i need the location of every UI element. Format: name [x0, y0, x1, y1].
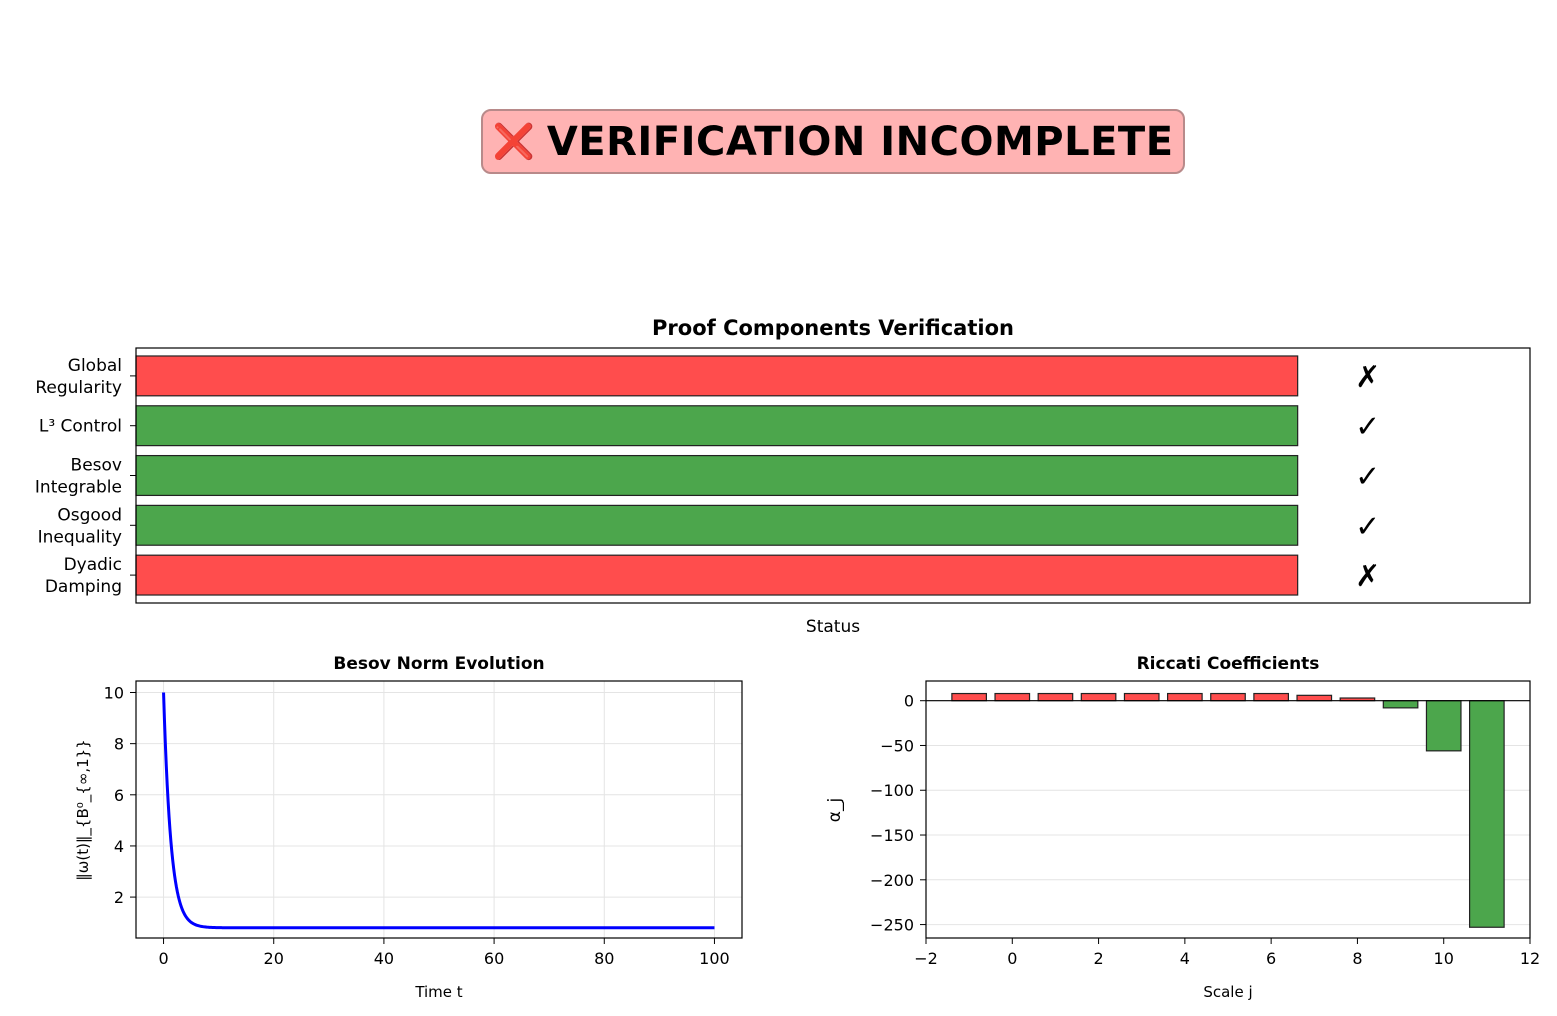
proof-category-label: Global — [67, 355, 122, 376]
besov-chart-ylabel: ‖ω(t)‖_{B⁰_{∞,1}} — [74, 739, 92, 881]
x-tick-label: 2 — [1093, 949, 1104, 968]
verification-status-text: VERIFICATION INCOMPLETE — [546, 118, 1174, 165]
y-tick-label: 10 — [103, 683, 124, 703]
y-tick-label: −200 — [870, 870, 914, 890]
riccati-chart-ylabel: α_j — [825, 797, 845, 823]
riccati-bar — [1254, 694, 1289, 701]
proof-category-label: Inequality — [37, 527, 122, 548]
besov-norm-chart — [74, 654, 742, 1001]
y-tick-label: 0 — [903, 691, 914, 711]
riccati-chart-title: Riccati Coefficients — [1136, 654, 1320, 674]
proof-category-label: L³ Control — [38, 416, 122, 437]
x-tick-label: 8 — [1352, 949, 1363, 968]
proof-bar — [136, 406, 1298, 446]
x-tick-label: 40 — [373, 949, 395, 968]
y-tick-label: −100 — [870, 781, 914, 801]
proof-category-label: Regularity — [35, 377, 122, 398]
proof-bar — [136, 555, 1298, 595]
cross-mark-icon: ✗ — [1355, 559, 1381, 595]
proof-chart-xlabel: Status — [805, 617, 861, 637]
x-tick-label: 80 — [594, 949, 615, 968]
y-tick-label: 6 — [113, 785, 124, 805]
proof-category-label: Damping — [44, 577, 122, 598]
y-tick-label: −150 — [870, 826, 914, 846]
riccati-bar — [1168, 694, 1203, 701]
proof-components-chart — [35, 316, 1530, 637]
besov-norm-line — [164, 693, 715, 928]
x-tick-label: 10 — [1433, 949, 1454, 968]
x-tick-label: 0 — [158, 949, 169, 968]
riccati-bar — [1124, 694, 1159, 701]
x-tick-label: 0 — [1007, 949, 1018, 968]
proof-category-label: Osgood — [57, 505, 122, 526]
proof-category-label: Besov — [70, 455, 122, 476]
proof-category-label: Integrable — [34, 477, 122, 498]
proof-bar — [136, 456, 1298, 496]
check-mark-icon: ✓ — [1355, 459, 1381, 495]
riccati-chart-xlabel: Scale j — [1203, 983, 1253, 1001]
x-tick-label: 20 — [263, 949, 284, 968]
x-tick-label: 6 — [1266, 949, 1277, 968]
check-mark-icon: ✓ — [1355, 409, 1381, 445]
cross-mark-icon: ❌ — [492, 121, 535, 162]
besov-chart-xlabel: Time t — [415, 983, 463, 1001]
riccati-bar — [1081, 694, 1116, 701]
x-tick-label: −2 — [914, 949, 938, 968]
riccati-bar — [1297, 695, 1332, 700]
x-tick-label: 100 — [699, 949, 730, 968]
proof-category-label: Dyadic — [63, 555, 122, 576]
y-tick-label: −50 — [880, 736, 914, 756]
x-tick-label: 12 — [1519, 949, 1541, 968]
proof-chart-title: Proof Components Verification — [652, 316, 1014, 340]
riccati-bar — [1426, 701, 1461, 751]
proof-bar — [136, 505, 1298, 545]
riccati-bar — [1211, 694, 1246, 701]
check-mark-icon: ✓ — [1355, 509, 1381, 545]
riccati-bar — [1038, 694, 1073, 701]
besov-chart-frame — [136, 681, 742, 938]
riccati-bar — [1470, 701, 1505, 928]
cross-mark-icon: ✗ — [1355, 359, 1381, 395]
y-tick-label: −250 — [870, 915, 914, 935]
riccati-bar — [1383, 701, 1418, 708]
y-tick-label: 4 — [113, 836, 124, 856]
riccati-bar — [952, 694, 987, 701]
riccati-bar — [995, 694, 1030, 701]
y-tick-label: 8 — [113, 734, 124, 754]
proof-bar — [136, 356, 1298, 396]
besov-chart-title: Besov Norm Evolution — [333, 654, 545, 674]
x-tick-label: 4 — [1179, 949, 1190, 968]
x-tick-label: 60 — [483, 949, 505, 968]
riccati-coefficients-chart — [825, 654, 1540, 1001]
y-tick-label: 2 — [113, 888, 124, 908]
